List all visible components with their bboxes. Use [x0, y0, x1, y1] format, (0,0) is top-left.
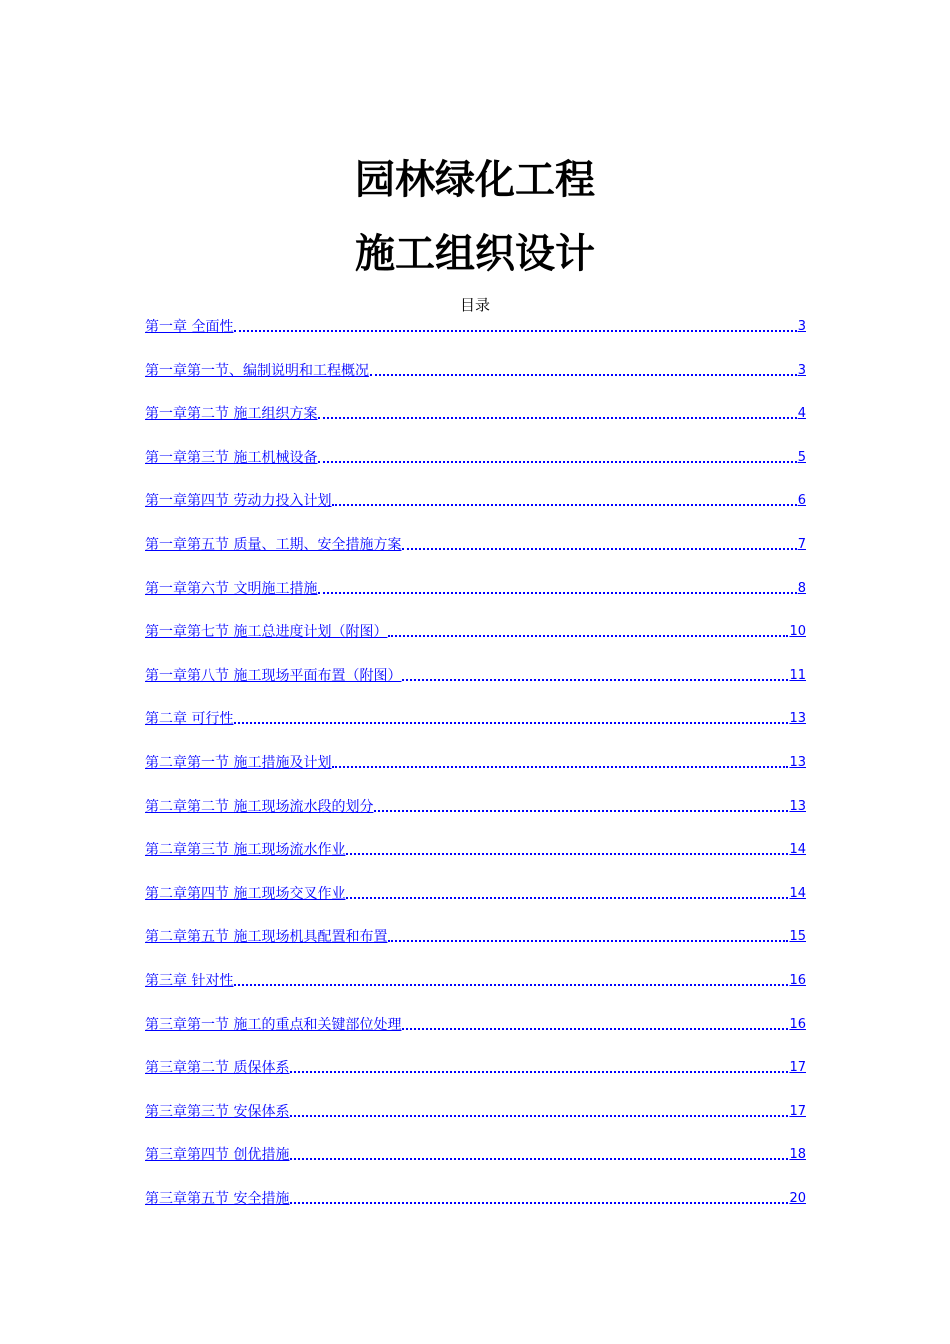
- toc-entry-label: 第一章第四节 劳动力投入计划: [145, 493, 332, 509]
- toc-entry-link[interactable]: [145, 314, 806, 336]
- toc-dot-leader: [402, 679, 788, 681]
- toc-dot-leader: [332, 766, 788, 768]
- toc-dot-leader: [234, 722, 788, 724]
- toc-entry-link[interactable]: [145, 1055, 806, 1077]
- toc-entry-label: 第二章第二节 施工现场流水段的划分: [145, 799, 374, 815]
- toc-dot-leader: [402, 548, 796, 550]
- toc-entry-link[interactable]: [145, 488, 806, 510]
- toc-entry-link[interactable]: [145, 358, 806, 380]
- toc-entry-page-number: 8: [797, 581, 806, 596]
- toc-entry-label: 第一章第二节 施工组织方案: [145, 406, 318, 422]
- toc-dot-leader: [318, 417, 796, 419]
- toc-entry-link[interactable]: [145, 924, 806, 946]
- toc-dot-leader: [290, 1071, 788, 1073]
- toc-dot-leader: [346, 897, 788, 899]
- toc-dot-leader: [346, 853, 788, 855]
- toc-dot-leader: [374, 810, 788, 812]
- toc-entry-label: 第二章第一节 施工措施及计划: [145, 755, 332, 771]
- toc-entry-link[interactable]: [145, 1142, 806, 1164]
- toc-entry-page-number: 7: [797, 537, 806, 552]
- toc-entry-link[interactable]: [145, 750, 806, 772]
- toc-entry-label: 第一章第七节 施工总进度计划（附图）: [145, 624, 388, 640]
- toc-entry-link[interactable]: [145, 576, 806, 598]
- toc-entry-label: 第一章第一节、编制说明和工程概况: [145, 363, 369, 379]
- toc-entry-label: 第一章第三节 施工机械设备: [145, 450, 318, 466]
- toc-entry-page-number: 18: [789, 1147, 806, 1162]
- toc-entry-page-number: 16: [789, 973, 806, 988]
- toc-entry-link[interactable]: [145, 1012, 806, 1034]
- toc-entry-label: 第一章第六节 文明施工措施: [145, 581, 318, 597]
- toc-entry-page-number: 20: [789, 1191, 806, 1206]
- toc-entry-link[interactable]: [145, 837, 806, 859]
- toc-dot-leader: [332, 504, 796, 506]
- document-title-line-1: 园林绿化工程: [355, 157, 595, 203]
- toc-entry-label: 第一章第八节 施工现场平面布置（附图）: [145, 668, 402, 684]
- toc-entry-label: 第二章第五节 施工现场机具配置和布置: [145, 929, 388, 945]
- toc-dot-leader: [234, 330, 796, 332]
- toc-entry-label: 第二章第四节 施工现场交叉作业: [145, 886, 346, 902]
- toc-entry-label: 第三章第五节 安全措施: [145, 1191, 290, 1207]
- toc-entry-link[interactable]: [145, 401, 806, 423]
- toc-dot-leader: [290, 1115, 788, 1117]
- toc-entry-link[interactable]: [145, 1099, 806, 1121]
- toc-entry-page-number: 14: [789, 842, 806, 857]
- toc-entry-link[interactable]: [145, 881, 806, 903]
- toc-entry-label: 第三章第一节 施工的重点和关键部位处理: [145, 1017, 402, 1033]
- toc-entry-page-number: 14: [789, 886, 806, 901]
- toc-entry-page-number: 10: [789, 624, 806, 639]
- toc-entry-link[interactable]: [145, 663, 806, 685]
- toc-entry-link[interactable]: [145, 794, 806, 816]
- toc-entry-label: 第二章 可行性: [145, 711, 234, 727]
- toc-dot-leader: [290, 1202, 788, 1204]
- toc-entry-page-number: 5: [797, 450, 806, 465]
- toc-entry-page-number: 3: [797, 363, 806, 378]
- toc-dot-leader: [318, 592, 796, 594]
- toc-entry-page-number: 13: [789, 711, 806, 726]
- toc-dot-leader: [370, 374, 797, 376]
- toc-entry-link[interactable]: [145, 532, 806, 554]
- toc-dot-leader: [402, 1028, 788, 1030]
- toc-heading: 目录: [459, 296, 490, 314]
- toc-entry-page-number: 15: [789, 929, 806, 944]
- toc-entry-link[interactable]: [145, 1186, 806, 1208]
- toc-entry-label: 第三章第三节 安保体系: [145, 1104, 290, 1120]
- toc-dot-leader: [290, 1158, 788, 1160]
- toc-entry-page-number: 4: [797, 406, 806, 421]
- toc-entry-link[interactable]: [145, 706, 806, 728]
- toc-entry-page-number: 17: [789, 1060, 806, 1075]
- toc-entry-link[interactable]: [145, 619, 806, 641]
- toc-dot-leader: [318, 461, 796, 463]
- toc-dot-leader: [234, 984, 788, 986]
- document-title-line-2: 施工组织设计: [355, 231, 595, 277]
- toc-entry-label: 第一章 全面性: [145, 319, 234, 335]
- toc-entry-label: 第三章第二节 质保体系: [145, 1060, 290, 1076]
- toc-entry-label: 第二章第三节 施工现场流水作业: [145, 842, 346, 858]
- toc-entry-page-number: 16: [789, 1017, 806, 1032]
- toc-entry-label: 第一章第五节 质量、工期、安全措施方案: [145, 537, 402, 553]
- toc-entry-label: 第三章 针对性: [145, 973, 234, 989]
- toc-entry-page-number: 13: [789, 755, 806, 770]
- toc-entry-link[interactable]: [145, 445, 806, 467]
- toc-entry-page-number: 17: [789, 1104, 806, 1119]
- toc-entry-label: 第三章第四节 创优措施: [145, 1147, 290, 1163]
- toc-entry-page-number: 11: [789, 668, 806, 683]
- toc-entry-page-number: 3: [797, 319, 806, 334]
- toc-entry-link[interactable]: [145, 968, 806, 990]
- toc-dot-leader: [388, 940, 788, 942]
- toc-dot-leader: [388, 635, 788, 637]
- toc-entry-page-number: 6: [797, 493, 806, 508]
- toc-entry-page-number: 13: [789, 799, 806, 814]
